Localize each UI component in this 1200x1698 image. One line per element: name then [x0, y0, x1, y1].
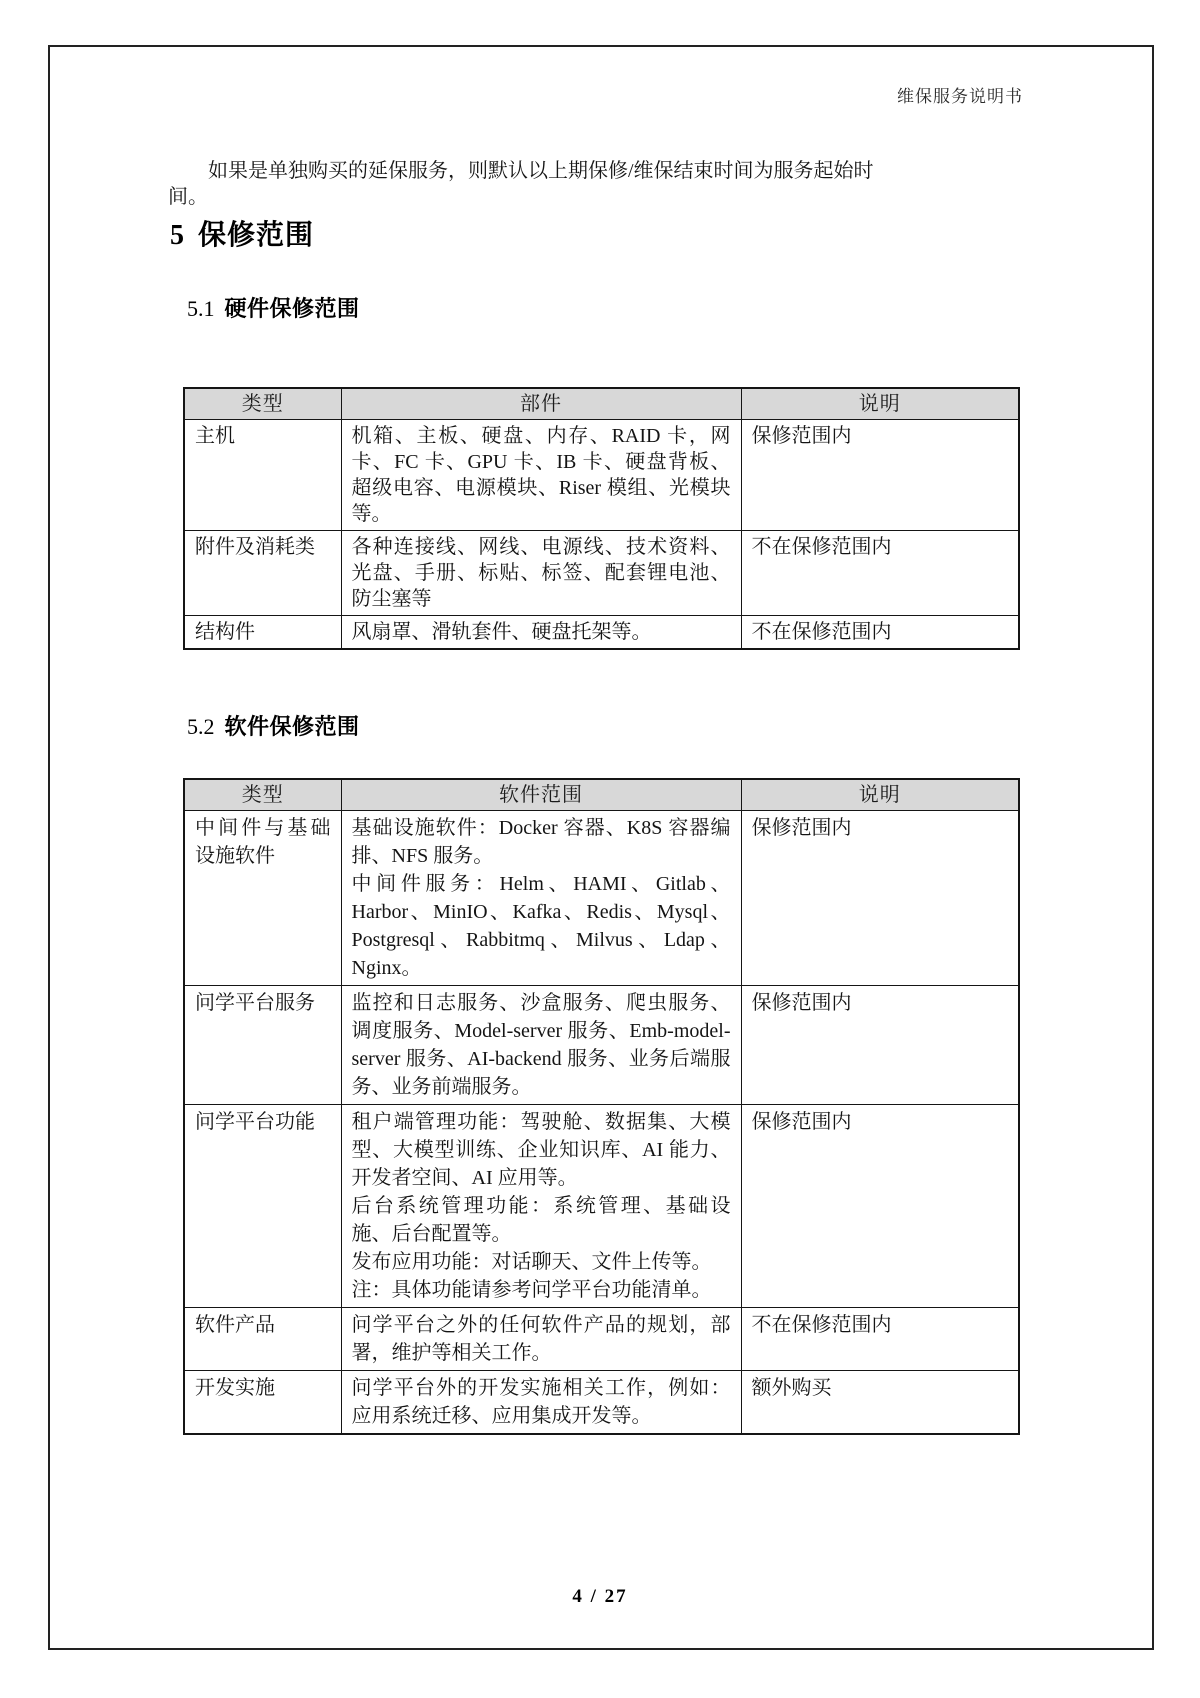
section-title: 软件保修范围 [224, 714, 360, 739]
table-cell [741, 1371, 1019, 1435]
table-cell [741, 1308, 1019, 1371]
section-number: 5.1 [187, 296, 215, 321]
cell-paragraph: 保修范围内 [751, 425, 852, 447]
cell-paragraph: 各种连接线、网线、电源线、技术资料、光盘、手册、标贴、标签、配套锂电池、防尘塞等 [351, 536, 731, 610]
cell-paragraph: 保修范围内 [751, 992, 852, 1014]
cell-paragraph: 附件及消耗类 [195, 536, 315, 558]
table-cell [341, 420, 741, 531]
table-cell [341, 531, 741, 616]
cell-paragraph: 监控和日志服务、沙盒服务、爬虫服务、调度服务、Model-server 服务、Emb-model-server 服务、AI-backend 服务、业务后端服务、业务前端服务。 [351, 992, 731, 1098]
cell-paragraph: 不在保修范围内 [751, 536, 892, 558]
table-cell [341, 1308, 741, 1371]
table-cell [184, 1308, 341, 1371]
table-cell [341, 1105, 741, 1308]
section-heading-software [187, 714, 360, 740]
table-row [184, 986, 1019, 1105]
table-cell [341, 616, 741, 650]
cell-paragraph: 保修范围内 [751, 817, 852, 839]
table-row [184, 420, 1019, 531]
cell-paragraph: 问学平台外的开发实施相关工作，例如：应用系统迁移、应用集成开发等。 [351, 1377, 731, 1427]
section-number: 5.2 [187, 714, 215, 739]
column-header: 说明 [741, 388, 1019, 420]
table-cell [184, 1105, 341, 1308]
cell-paragraph: 软件产品 [195, 1314, 275, 1336]
hardware-warranty-table [183, 387, 1020, 650]
chapter-title: 保修范围 [198, 219, 315, 250]
running-header: 维保服务说明书 [897, 87, 1023, 106]
table-cell [184, 531, 341, 616]
table-cell [741, 420, 1019, 531]
page-number: 4 / 27 [572, 1586, 628, 1607]
intro-paragraph: 如果是单独购买的延保服务，则默认以上期保修/维保结束时间为服务起始时间。 [168, 160, 874, 208]
table-cell [341, 811, 741, 986]
column-header: 类型 [184, 779, 341, 811]
cell-paragraph: 注：具体功能请参考问学平台功能清单。 [351, 1279, 712, 1301]
table-row [184, 616, 1019, 650]
cell-paragraph: 结构件 [195, 621, 255, 643]
chapter-heading [170, 218, 314, 253]
column-header: 说明 [741, 779, 1019, 811]
table-cell [741, 531, 1019, 616]
cell-paragraph: 后台系统管理功能：系统管理、基础设施、后台配置等。 [351, 1195, 731, 1245]
table-header-row [184, 779, 1019, 811]
cell-paragraph: 机箱、主板、硬盘、内存、RAID 卡，网卡、FC 卡、GPU 卡、IB 卡、硬盘背板、超级电容、电源模块、Riser 模组、光模块等。 [351, 425, 731, 525]
cell-paragraph: 中间件服务：Helm、HAMI、Gitlab、Harbor、MinIO、Kafka、Redis、Mysql、Postgresql、Rabbitmq、Milvus、Ldap、Nginx。 [351, 873, 731, 979]
column-header: 部件 [341, 388, 741, 420]
table-cell [184, 420, 341, 531]
chapter-number: 5 [170, 220, 184, 251]
table-cell [184, 986, 341, 1105]
table-cell [741, 986, 1019, 1105]
table-cell [184, 1371, 341, 1435]
table-row [184, 1308, 1019, 1371]
cell-paragraph: 问学平台服务 [195, 992, 315, 1014]
cell-paragraph: 不在保修范围内 [751, 1314, 892, 1336]
section-heading-hardware [187, 296, 360, 322]
table-cell [741, 1105, 1019, 1308]
table-cell [341, 986, 741, 1105]
table-header-row [184, 388, 1019, 420]
table-cell [184, 811, 341, 986]
table-cell [741, 811, 1019, 986]
cell-paragraph: 开发实施 [195, 1377, 275, 1399]
column-header: 软件范围 [341, 779, 741, 811]
cell-paragraph: 主机 [195, 425, 235, 447]
cell-paragraph: 不在保修范围内 [751, 621, 892, 643]
cell-paragraph: 问学平台功能 [195, 1111, 315, 1133]
table-row [184, 811, 1019, 986]
cell-paragraph: 基础设施软件：Docker 容器、K8S 容器编排、NFS 服务。 [351, 817, 731, 867]
table-row [184, 1371, 1019, 1435]
cell-paragraph: 中间件与基础设施软件 [195, 817, 331, 867]
table-cell [341, 1371, 741, 1435]
cell-paragraph: 风扇罩、滑轨套件、硬盘托架等。 [351, 621, 652, 643]
cell-paragraph: 保修范围内 [751, 1111, 852, 1133]
table-row [184, 531, 1019, 616]
table-cell [184, 616, 341, 650]
cell-paragraph: 发布应用功能：对话聊天、文件上传等。 [351, 1251, 712, 1273]
software-warranty-table [183, 778, 1020, 1435]
table-cell [741, 616, 1019, 650]
cell-paragraph: 问学平台之外的任何软件产品的规划，部署，维护等相关工作。 [351, 1314, 731, 1364]
cell-paragraph: 租户端管理功能：驾驶舱、数据集、大模型、大模型训练、企业知识库、AI 能力、开发者空间、AI 应用等。 [351, 1111, 731, 1189]
table-row [184, 1105, 1019, 1308]
section-title: 硬件保修范围 [224, 296, 360, 321]
cell-paragraph: 额外购买 [751, 1377, 832, 1399]
column-header: 类型 [184, 388, 341, 420]
